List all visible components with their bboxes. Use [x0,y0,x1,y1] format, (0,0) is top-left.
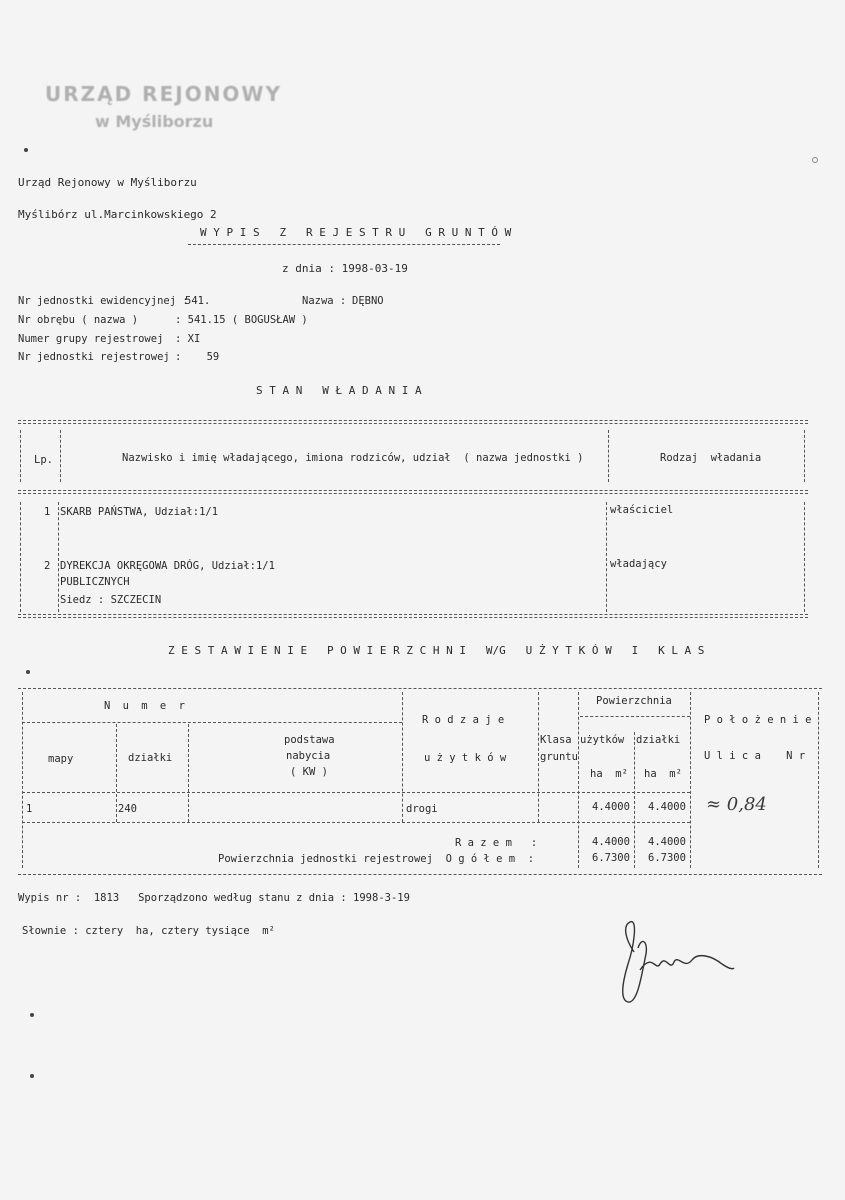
handwritten-annotation: ≈ 0,84 [706,794,767,815]
precinct-value: : 541.15 ( BOGUSŁAW ) [175,314,308,326]
summary-row-mapy: 1 [26,803,33,815]
ownership-row-type: właściciel [610,504,674,516]
summary-col-podstawa: podstawa [284,734,335,746]
ownership-lp-rule [60,430,61,482]
punch-mark [30,1074,34,1078]
summary-pow-rule [578,692,579,868]
ownership-body-type-rule [606,502,607,612]
summary-col-nabycia: nabycia [286,750,331,762]
summary-col-kw: ( KW ) [290,766,328,778]
summary-pow-divider [580,716,690,717]
razem-label: R a z e m : [455,837,538,849]
precinct-label: Nr obrębu ( nazwa ) [18,314,139,326]
summary-top-border [18,688,822,689]
office-name: Urząd Rejonowy w Myśliborzu [18,176,197,189]
ownership-col-name: Nazwisko i imię władającego, imiona rodziców, udział ( nazwa jednostki ) [122,452,584,464]
summary-header-divider [22,792,690,793]
register-value: : 59 [175,351,220,363]
summary-row-divider [22,822,690,823]
summary-rodzaje-rule [402,692,403,822]
office-address: Myślibórz ul.Marcinkowskiego 2 [18,208,217,221]
summary-col-uzytkow-type: u ż y t k ó w [424,752,507,764]
slownie-line: Słownie : cztery ha, cztery tysiące m² [22,925,275,937]
summary-col-pow-dzialki: działki [636,734,681,746]
summary-col-pow-uzytkow: użytków [580,734,625,746]
ogolem-dzialki: 6.7300 [648,852,686,864]
office-stamp-line2: w Myśliborzu [95,112,214,131]
summary-nr-dzialki-rule [188,724,189,822]
register-label: Nr jednostki rejestrowej [18,351,170,363]
signature [612,912,742,1008]
unit-label: Nr jednostki ewidencyjnej : [18,295,189,307]
ogolem-uzytkow: 6.7300 [592,852,630,864]
punch-mark [26,670,30,674]
ownership-row-name: DYREKCJA OKRĘGOWA DRÓG, Udział:1/1 [60,560,275,572]
summary-col-powierzchnia: Powierzchnia [596,695,672,707]
summary-left-rule [22,692,23,868]
ownership-body-lp-rule [58,502,59,612]
ownership-row-type: władający [610,558,667,570]
unit-name-value: DĘBNO [352,295,384,307]
group-value: : XI [175,333,201,345]
ownership-col-type: Rodzaj władania [660,452,762,464]
ownership-right-rule [804,430,805,482]
unit-value: 541. [185,295,211,307]
punch-mark [24,148,28,152]
summary-row-pow-dzialki: 4.4000 [648,801,686,813]
title-underline [188,244,500,245]
group-label: Numer grupy rejestrowej [18,333,164,345]
summary-row-dzialki: 240 [118,803,137,815]
ownership-header-border [18,490,808,494]
summary-mapy-rule [116,724,117,822]
punch-mark [30,1013,34,1017]
summary-col-rodzaje: R o d z a j e [422,714,505,726]
summary-bottom-border [18,874,822,875]
ownership-type-rule [608,430,609,482]
summary-row-pow-uzytkow: 4.4000 [592,801,630,813]
ownership-body-right-rule [804,502,805,612]
ownership-row-name: SKARB PAŃSTWA, Udział:1/1 [60,506,219,518]
summary-col-klasa: Klasa [540,734,572,746]
ownership-col-lp: Lp. [34,454,53,466]
summary-heading: Z E S T A W I E N I E P O W I E R Z C H N I W/G U Ż Y T K Ó W I K L A S [168,644,705,657]
ownership-bottom-border [18,614,808,618]
razem-dzialki: 4.4000 [648,836,686,848]
ownership-top-border [18,420,808,424]
summary-col-polozenie: P o ł o ż e n i e [704,714,812,726]
ownership-heading: S T A N W Ł A D A N I A [256,384,422,397]
summary-col-ha2: ha m² [644,768,682,780]
ogolem-label: Powierzchnia jednostki rejestrowej O g ó ł e m : [218,853,535,865]
summary-dzialki-rule [690,692,691,868]
ownership-body-left-rule [20,502,21,612]
ownership-row-lp: 2 [44,560,51,572]
summary-col-numer: N u m e r [104,700,188,712]
summary-col-mapy: mapy [48,753,74,765]
unit-name-label: Nazwa : [302,295,347,307]
ownership-left-rule [20,430,21,482]
summary-col-gruntu: gruntu [540,751,578,763]
ownership-row-name-cont: PUBLICZNYCH [60,576,130,588]
document-title: W Y P I S Z R E J E S T R U G R U N T Ó W [200,226,512,239]
speck-mark [812,157,818,163]
summary-numer-divider [22,722,402,723]
ownership-row-seat: Siedz : SZCZECIN [60,594,162,606]
ownership-row-lp: 1 [44,506,51,518]
summary-right-rule [818,692,819,868]
wypis-number-line: Wypis nr : 1813 Sporządzono według stanu z dnia : 1998-3-19 [18,892,410,904]
summary-klasa-rule [538,692,539,822]
summary-uzytkow-rule [634,732,635,868]
document-date: z dnia : 1998-03-19 [282,262,408,275]
office-stamp-line1: URZĄD REJONOWY [45,82,282,106]
summary-col-ulica: U l i c a N r [704,750,806,762]
summary-col-ha1: ha m² [590,768,628,780]
summary-row-rodzaj: drogi [406,803,438,815]
razem-uzytkow: 4.4000 [592,836,630,848]
summary-col-dzialki: działki [128,752,173,764]
